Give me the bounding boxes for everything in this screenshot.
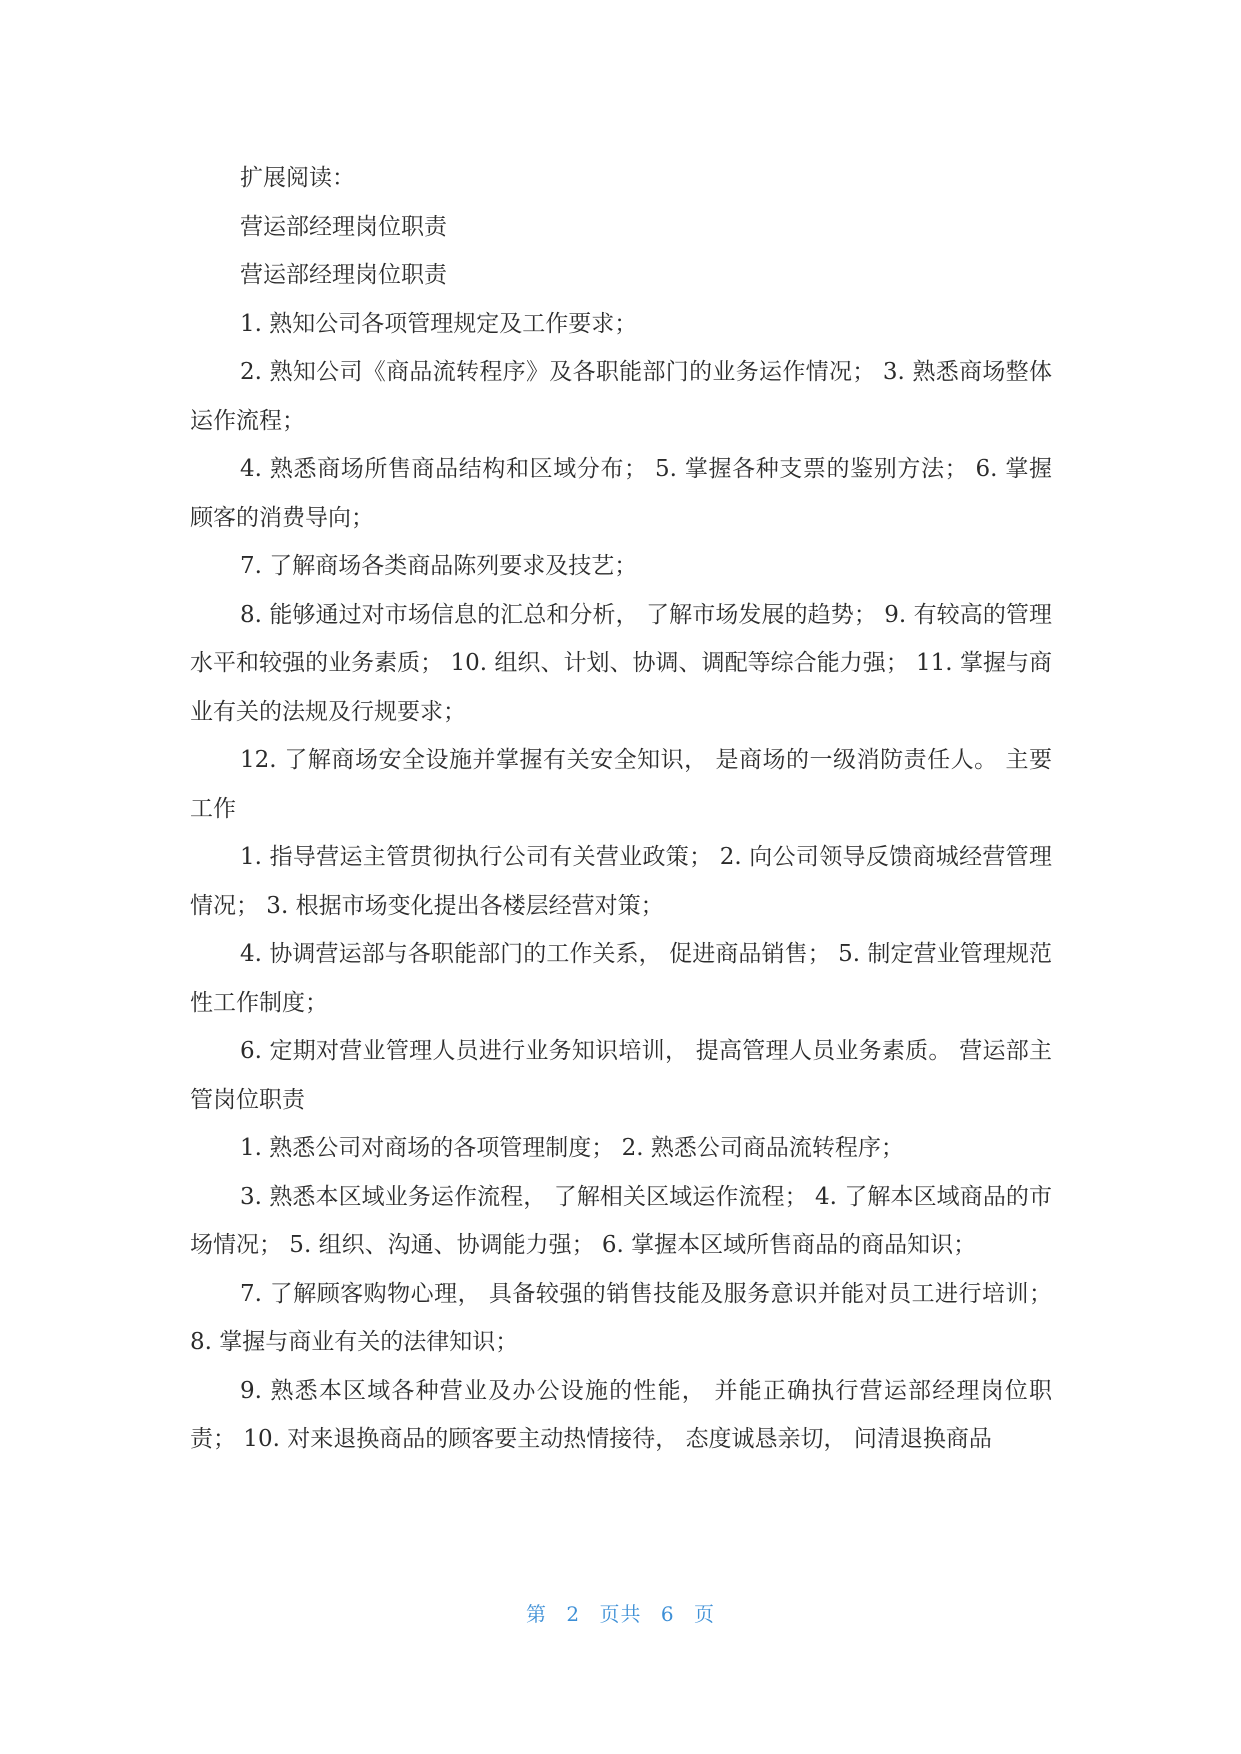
paragraph: 4. 协调营运部与各职能部门的工作关系， 促进商品销售； 5. 制定营业管理规范性工作制度； — [190, 941, 1052, 1016]
paragraph: 4. 熟悉商场所售商品结构和区域分布； 5. 掌握各种支票的鉴别方法； 6. 掌握顾客的消费导向； — [190, 456, 1052, 531]
paragraph: 1. 指导营运主管贯彻执行公司有关营业政策； 2. 向公司领导反馈商城经营管理情况； 3. 根据市场变化提出各楼层经营对策； — [190, 844, 1052, 919]
footer-total-pages: 6 — [660, 1602, 675, 1626]
footer-middle: 页共 — [599, 1602, 642, 1626]
paragraph: 8. 能够通过对市场信息的汇总和分析， 了解市场发展的趋势； 9. 有较高的管理水平和较强的业务素质； 10. 组织、计划、协调、调配等综合能力强； 11. 掌握与商业有关的法规及行规要求； — [190, 601, 1052, 725]
paragraph-extended-reading: 扩展阅读： — [240, 165, 355, 191]
footer-current-page: 2 — [566, 1602, 581, 1626]
paragraph: 7. 了解顾客购物心理， 具备较强的销售技能及服务意识并能对员工进行培训； 8. 掌握与商业有关的法律知识； — [190, 1280, 1052, 1355]
footer-prefix: 第 — [526, 1602, 548, 1626]
paragraph: 2. 熟知公司《商品流转程序》及各职能部门的业务运作情况； 3. 熟悉商场整体运作流程； — [190, 359, 1052, 434]
paragraph: 9. 熟悉本区域各种营业及办公设施的性能， 并能正确执行营运部经理岗位职责； 10. 对来退换商品的顾客要主动热情接待， 态度诚恳亲切， 问清退换商品 — [190, 1377, 1052, 1452]
paragraph: 1. 熟知公司各项管理规定及工作要求； — [240, 310, 638, 337]
paragraph: 3. 熟悉本区域业务运作流程， 了解相关区域运作流程； 4. 了解本区域商品的市场情况； 5. 组织、沟通、协调能力强； 6. 掌握本区域所售商品的商品知识； — [190, 1183, 1052, 1258]
paragraph-heading-1: 营运部经理岗位职责 — [240, 213, 447, 240]
paragraph: 12. 了解商场安全设施并掌握有关安全知识， 是商场的一级消防责任人。 主要工作 — [190, 747, 1052, 822]
paragraph-heading-2: 营运部经理岗位职责 — [240, 262, 447, 288]
paragraph: 6. 定期对营业管理人员进行业务知识培训， 提高管理人员业务素质。 营运部主管岗位职责 — [190, 1038, 1052, 1113]
page-footer — [0, 1598, 1241, 1627]
document-body — [190, 154, 1052, 1464]
paragraph: 7. 了解商场各类商品陈列要求及技艺； — [240, 553, 638, 579]
footer-suffix: 页 — [693, 1602, 715, 1626]
paragraph: 1. 熟悉公司对商场的各项管理制度； 2. 熟悉公司商品流转程序； — [240, 1135, 904, 1161]
